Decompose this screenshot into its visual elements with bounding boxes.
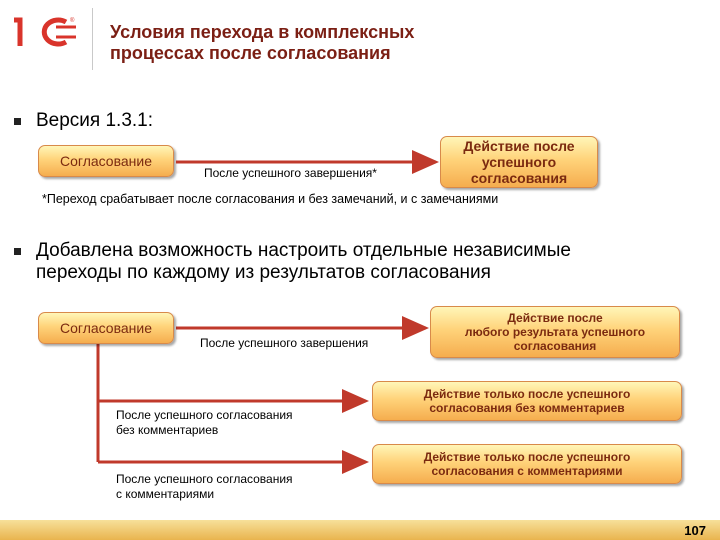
target-box-line-1: Действие после <box>463 138 575 154</box>
bullet-2-text <box>36 240 571 284</box>
page-number: 107 <box>684 523 706 538</box>
arrow3-label-line-1: После успешного согласования <box>116 472 293 486</box>
target-box-no-comments <box>372 381 682 421</box>
target-box-line-2: успешного <box>481 154 557 170</box>
target2-line-1: Действие только после успешного <box>423 387 631 401</box>
target1-line-1: Действие после <box>507 311 603 325</box>
arrow-label-any-result: После успешного завершения <box>200 336 369 350</box>
bullet-2-line-2: переходы по каждому из результатов согласования <box>36 262 491 283</box>
arrow-label-section1: После успешного завершения* <box>204 166 377 180</box>
target-box-action-after-approval <box>440 136 598 188</box>
svg-text:®: ® <box>70 18 75 24</box>
target1-line-2: любого результата успешного <box>464 325 646 339</box>
title-line-2: процессах после согласования <box>110 43 391 63</box>
target3-line-2: согласования с комментариями <box>431 464 623 478</box>
arrow-label-with-comments <box>116 472 293 502</box>
arrow3-label-line-2: с комментариями <box>116 487 215 501</box>
arrow2-label-line-2: без комментариев <box>116 423 219 437</box>
title-line-1: Условия перехода в комплексных <box>110 22 415 42</box>
target2-line-2: согласования без комментариев <box>429 401 625 415</box>
target-box-any-result <box>430 306 680 358</box>
bullet-2-line-1: Добавлена возможность настроить отдельные независимые <box>36 240 571 261</box>
bullet-marker-2 <box>14 248 21 255</box>
header-divider <box>92 8 93 70</box>
source-box-2-label: Согласование <box>60 320 152 336</box>
target3-line-1: Действие только после успешного <box>423 450 631 464</box>
footer-bar <box>0 520 720 540</box>
footnote: *Переход срабатывает после согласования и без замечаний, и с замечаниями <box>42 192 499 206</box>
arrow2-label-line-1: После успешного согласования <box>116 408 293 422</box>
arrow-label-no-comments <box>116 408 293 438</box>
1c-logo <box>8 14 80 50</box>
page-title <box>110 22 670 64</box>
source-box-approval-2 <box>38 312 174 344</box>
bullet-marker-1 <box>14 118 21 125</box>
target-box-with-comments <box>372 444 682 484</box>
target1-line-3: согласования <box>513 339 597 353</box>
source-box-label: Согласование <box>60 153 152 169</box>
source-box-approval-1 <box>38 145 174 177</box>
target-box-line-3: согласования <box>470 170 568 186</box>
bullet-1-text: Версия 1.3.1: <box>36 110 154 131</box>
